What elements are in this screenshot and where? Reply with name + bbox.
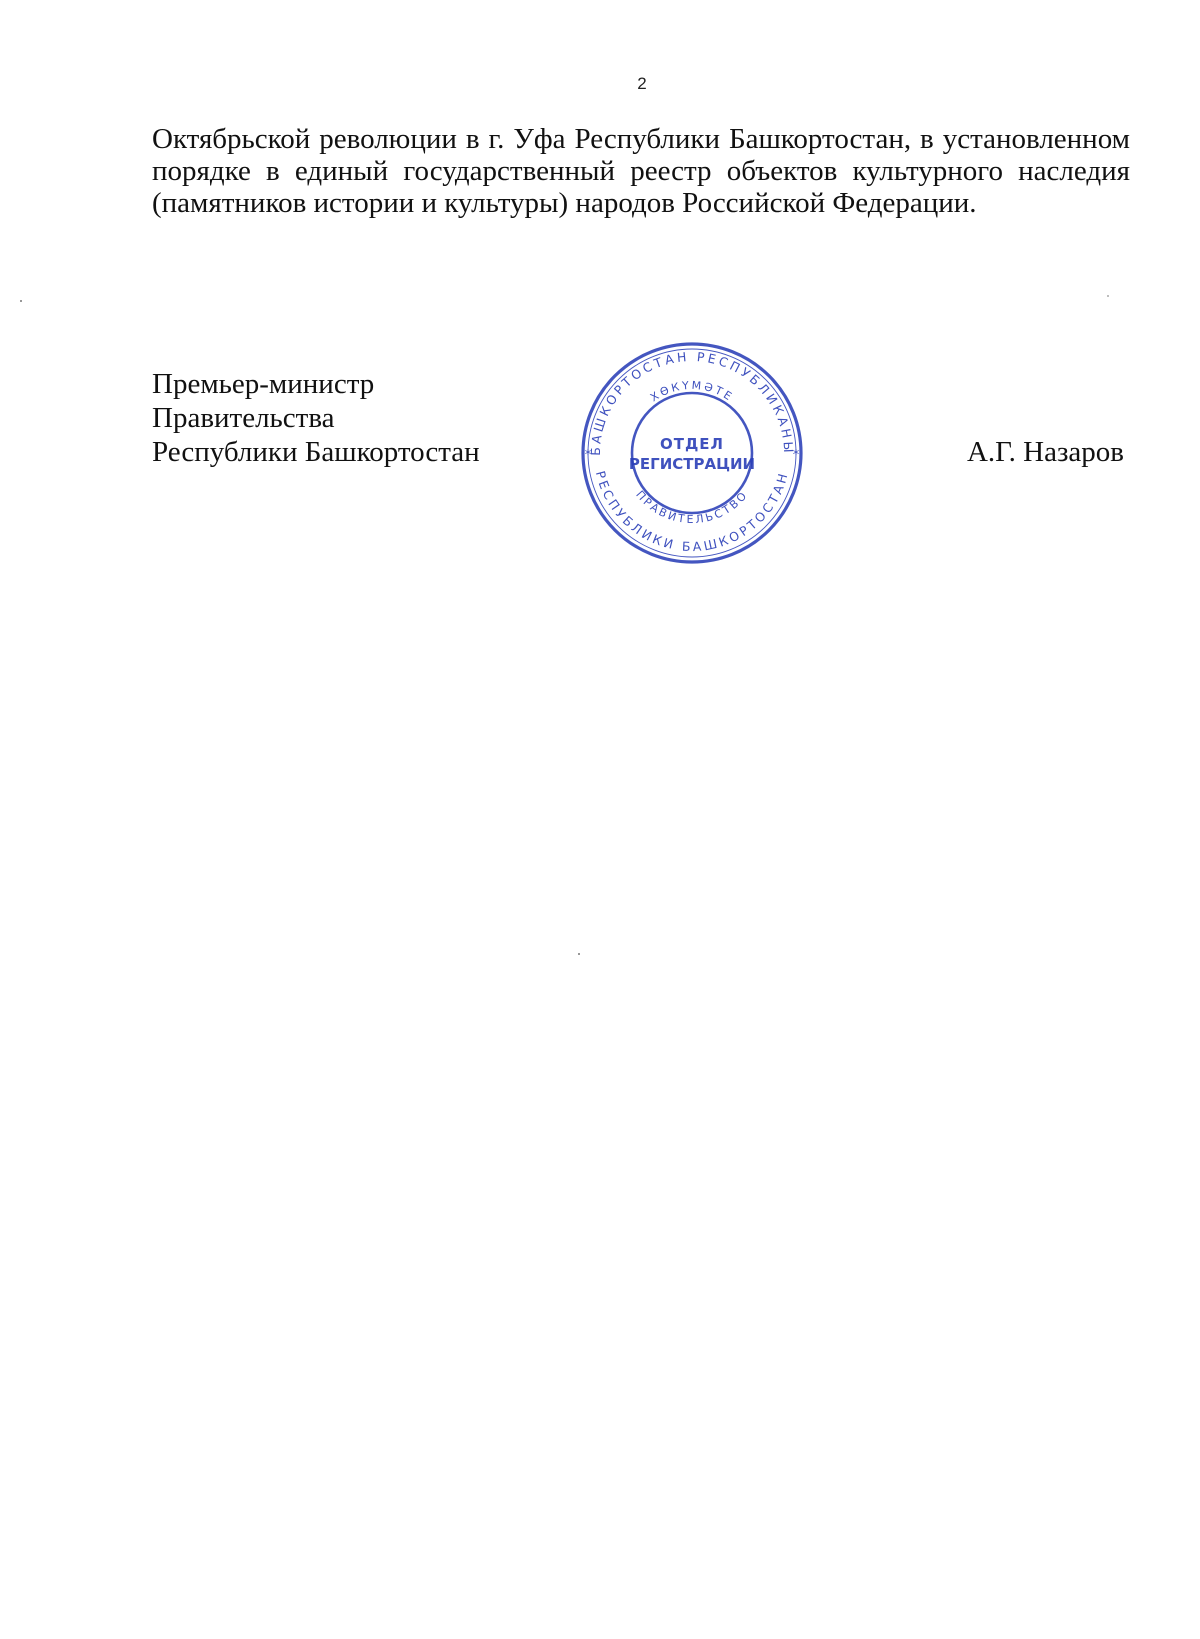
stamp-inner-text-bottom: ПРАВИТЕЛЬСТВО — [633, 488, 751, 527]
registration-stamp — [576, 337, 808, 569]
scan-speck — [1107, 295, 1109, 297]
stamp-center-line-2: РЕГИСТРАЦИИ — [628, 455, 756, 473]
signatory-name: А.Г. Назаров — [966, 436, 1124, 468]
body-paragraph: Октябрьской революции в г. Уфа Республики Башкортостан, в установленном порядке в единый государственный реестр объектов культурного наследия (памятников истории и культуры) народов Российской Федерации. — [152, 123, 1130, 219]
stamp-inner-ring — [632, 393, 752, 513]
signatory-title — [152, 367, 480, 469]
svg-text:РЕСПУБЛИКИ БАШКОРТОСТАН — [593, 469, 791, 554]
stamp-star-right-icon: * — [792, 448, 800, 463]
stamp-star-left-icon: * — [584, 448, 592, 463]
page-number: 2 — [637, 74, 647, 93]
signatory-title-line-2: Правительства — [152, 402, 335, 434]
stamp-outer-ring — [583, 344, 801, 562]
stamp-center-line-1: ОТДЕЛ — [659, 435, 725, 453]
scan-speck — [578, 953, 580, 955]
stamp-outer-text-bottom: РЕСПУБЛИКИ БАШКОРТОСТАН — [592, 469, 792, 555]
stamp-outer-text-top: БАШКОРТОСТАН РЕСПУБЛИКАНЫ — [587, 348, 797, 456]
signatory-title-line-1: Премьер-министр — [152, 368, 375, 400]
svg-text:ПРАВИТЕЛЬСТВО — [633, 488, 751, 526]
signatory-title-line-3: Республики Башкортостан — [152, 436, 480, 468]
scan-speck — [20, 300, 22, 302]
stamp-inner-text-top: ХӨКҮМӘТЕ — [647, 378, 737, 405]
